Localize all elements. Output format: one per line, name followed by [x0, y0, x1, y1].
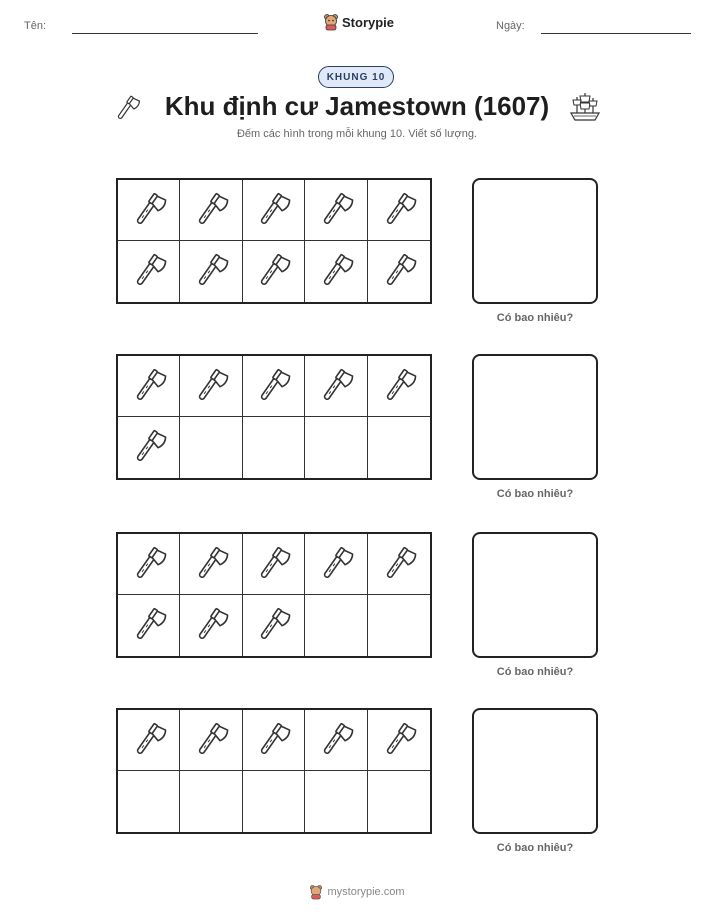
axe-icon — [253, 601, 293, 650]
ten-frame-cell — [305, 417, 367, 478]
brand-logo — [323, 13, 394, 31]
ten-frame-cell — [368, 417, 430, 478]
ten-frame-cell — [305, 771, 367, 832]
bear-icon — [323, 13, 339, 31]
answer-box-4[interactable] — [472, 708, 598, 834]
ten-frame-2 — [116, 354, 432, 480]
axe-icon — [379, 362, 419, 411]
ten-frame-cell — [118, 180, 180, 241]
ten-frame-cell — [305, 241, 367, 302]
ten-frame-cell — [118, 595, 180, 656]
axe-icon — [316, 716, 356, 765]
axe-icon — [253, 540, 293, 589]
footer — [0, 884, 714, 900]
axe-icon — [191, 362, 231, 411]
page-title: Khu định cư Jamestown (1607) — [164, 91, 550, 121]
answer-prompt-1: Có bao nhiêu? — [496, 312, 574, 324]
axe-icon — [191, 716, 231, 765]
axe-icon — [379, 247, 419, 296]
ten-frame-cell — [243, 771, 305, 832]
ten-frame-cell — [180, 180, 242, 241]
brand-name: Storypie — [342, 14, 395, 30]
ten-frame-cell — [180, 241, 242, 302]
ten-frame-cell — [243, 241, 305, 302]
ten-frame-cell — [243, 180, 305, 241]
bear-icon — [309, 884, 323, 900]
date-line[interactable] — [541, 33, 691, 34]
axe-icon — [129, 247, 169, 296]
answer-prompt-4: Có bao nhiêu? — [496, 842, 574, 854]
footer-url: mystorypie.com — [327, 886, 405, 898]
name-line[interactable] — [72, 33, 258, 34]
ten-frame-cell — [305, 356, 367, 417]
ten-frame-cell — [118, 534, 180, 595]
axe-icon — [316, 186, 356, 235]
answer-box-3[interactable] — [472, 532, 598, 658]
ten-frame-cell — [368, 771, 430, 832]
axe-icon — [129, 362, 169, 411]
axe-icon — [129, 601, 169, 650]
ten-frame-cell — [118, 771, 180, 832]
axe-icon — [379, 186, 419, 235]
ten-frame-cell — [305, 595, 367, 656]
ten-frame-cell — [243, 710, 305, 771]
ten-frame-cell — [368, 710, 430, 771]
ten-frame-cell — [118, 241, 180, 302]
date-label: Ngày: — [496, 20, 525, 32]
ten-frame-cell — [368, 356, 430, 417]
answer-box-2[interactable] — [472, 354, 598, 480]
axe-icon — [129, 716, 169, 765]
ten-frame-cell — [180, 595, 242, 656]
ten-frame-cell — [368, 595, 430, 656]
instructions: Đếm các hình trong mỗi khung 10. Viết số lượng. — [236, 128, 477, 140]
axe-icon — [191, 186, 231, 235]
answer-prompt-3: Có bao nhiêu? — [496, 666, 574, 678]
badge: KHUNG 10 — [318, 66, 394, 88]
ten-frame-cell — [368, 180, 430, 241]
ten-frame-cell — [180, 710, 242, 771]
axe-icon — [253, 247, 293, 296]
axe-icon — [253, 362, 293, 411]
ten-frame-3 — [116, 532, 432, 658]
axe-icon — [129, 423, 169, 472]
ten-frame-1 — [116, 178, 432, 304]
ten-frame-cell — [118, 710, 180, 771]
axe-icon — [379, 540, 419, 589]
ten-frame-cell — [180, 356, 242, 417]
axe-icon — [191, 540, 231, 589]
name-label: Tên: — [24, 20, 47, 32]
answer-prompt-2: Có bao nhiêu? — [496, 488, 574, 500]
ten-frame-cell — [305, 534, 367, 595]
axe-icon — [191, 247, 231, 296]
axe-icon — [129, 540, 169, 589]
ten-frame-cell — [305, 180, 367, 241]
ten-frame-cell — [243, 356, 305, 417]
answer-box-1[interactable] — [472, 178, 598, 304]
ten-frame-cell — [368, 241, 430, 302]
axe-icon — [253, 716, 293, 765]
ten-frame-cell — [180, 771, 242, 832]
ten-frame-cell — [305, 710, 367, 771]
ten-frame-cell — [243, 534, 305, 595]
ten-frame-cell — [243, 417, 305, 478]
ten-frame-cell — [118, 417, 180, 478]
axe-icon — [191, 601, 231, 650]
ten-frame-4 — [116, 708, 432, 834]
axe-icon — [253, 186, 293, 235]
ten-frame-cell — [180, 417, 242, 478]
ten-frame-cell — [243, 595, 305, 656]
ship-icon — [568, 90, 602, 124]
ten-frame-cell — [118, 356, 180, 417]
axe-icon — [316, 540, 356, 589]
axe-icon — [316, 247, 356, 296]
ten-frame-cell — [180, 534, 242, 595]
ten-frame-cell — [368, 534, 430, 595]
axe-icon — [316, 362, 356, 411]
axe-icon — [129, 186, 169, 235]
axe-icon — [379, 716, 419, 765]
